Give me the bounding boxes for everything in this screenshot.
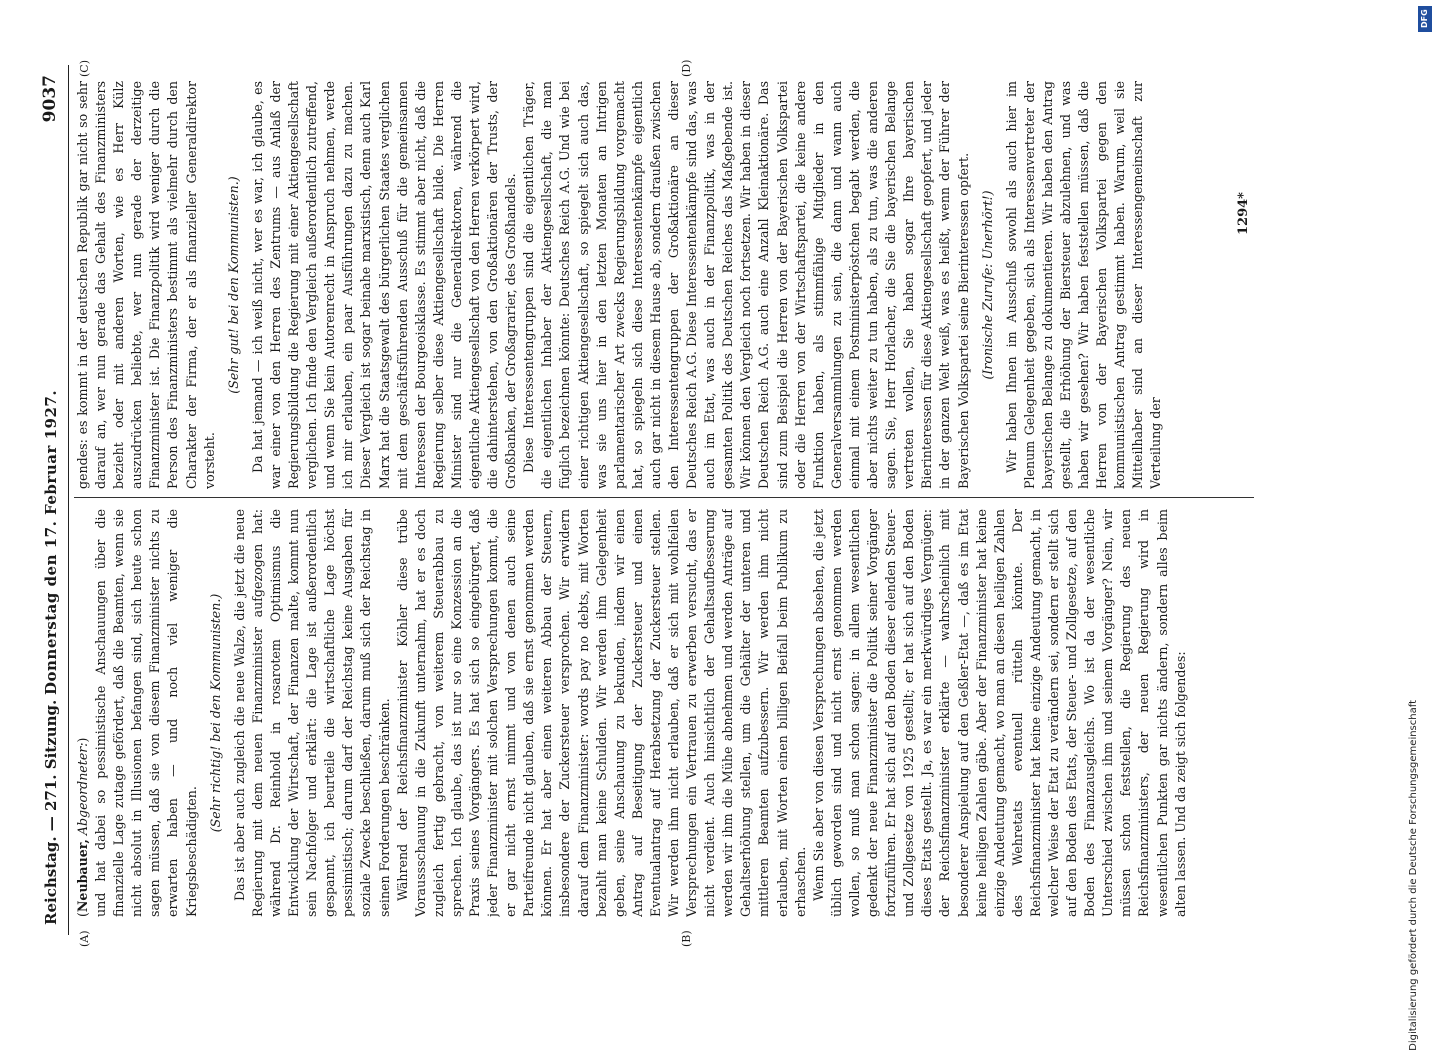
paragraph: Da hat jemand — ich weiß nicht, wer es war, ich glaube, es war einer von den Herren des Zentrums — aus Anlaß der Regierungsbildung die Regierung mit einer Aktiengesellschaft verglichen. Ich finde den Vergleich außerordentlich zutreffend, und wenn Sie kein Autorenrecht in Anspruch nehmen, werde ich mir erlauben, ein paar Ausführungen dazu zu machen. Dieser Vergleich ist sogar beinahe marxistisch, denn auch Karl Marx hat die Staatsgewalt des bürgerlichen Staates verglichen mit dem geschäftsführenden Ausschuß für die gemeinsamen Interessen der Bourgeoisklasse. Es stimmt aber nicht, daß die Regierung selber diese Aktiengesellschaft bilde. Die Herren Minister sind nur die Generaldirektoren, während die eigentliche Aktiengesellschaft von den Herren verkörpert wird, die dahinterstehen, von den Großaktionären der Trusts, der Großbanken, der Großagrarier, des Großhandels.	[249, 81, 519, 489]
left-column	[74, 509, 1264, 917]
page-number: 9037	[40, 75, 60, 123]
paragraph: und hat dabei so pessimistische Anschauungen über die finanzielle Lage zutage gefördert, daß die Beamten, wenn sie nicht absolut in Illusionen befangen sind, sich heute schon sagen müssen, daß sie von diesem Finanzminister nichts zu erwarten haben — und noch viel weniger die Kriegsbeschädigten.	[93, 509, 199, 917]
paragraph: Wenn Sie aber von diesen Versprechungen absehen, die jetzt üblich geworden sind und nicht ernst genommen werden wollen, so muß man schon sagen: in allem wesentlichen gedenkt der neue Finanzminister die Politik seiner Vorgänger fortzuführen. Er hat sich auf den Boden dieser elenden Steuer- und Zollgesetze von 1925 gestellt; er hat sich auf den Boden dieses Etats gestellt. Ja, es war ein merkwürdiges Vergnügen: der Reichsfinanzminister erklärte — wahrscheinlich mit besonderer Anspielung auf den Geßler-Etat —, daß es im Etat keine heiligen Zahlen gäbe. Aber der Finanzminister hat keine einzige Andeutung gemacht, wo man an diesen heiligen Zahlen des Wehretats eventuell rütteln könnte. Der Reichsfinanzminister hat keine einzige Andeutung gemacht, in welcher Weise der Etat zu verändern sei, sondern er stellt sich auf den Boden des Etats, der Steuer- und Zollgesetze, auf den Boden des Finanzausgleichs. Wo ist da der wesentliche Unterschied zwischen ihm und seinem Vorgänger? Nein, wir müssen schon feststellen, die Regierung des neuen Reichsfinanzministers, der neuen Regierung wird in wesentlichen Punkten gar nichts ändern, sondern alles beim alten lassen. Und da zeigt sich folgendes:	[810, 509, 1188, 917]
speaker-name: Neubauer,	[75, 839, 90, 913]
interjection: (Ironische Zurufe: Unerhört!)	[979, 190, 995, 380]
speaker-role: Abgeordneter:	[75, 742, 90, 836]
header-left: Reichstag. — 271. Sitzung.	[42, 699, 60, 925]
margin-marker-a: (A)	[78, 930, 91, 947]
paragraph: Das ist aber auch zugleich die neue Walze, die jetzt die neue Regierung mit dem neuen Finanzminister aufgezogen hat: während Dr. Reinhold in rosarotem Optimismus die Entwicklung der Wirtschaft, der Finanzen malte, kommt nun sein Nachfolger und erklärt: die Lage ist außerordentlich gespannt, ich beurteile die wirtschaftliche Lage höchst pessimistisch; darum darf der Reichstag keine Ausgaben für soziale Zwecke beschließen, darum muß sich der Reichstag in seinen Forderungen beschränken.	[231, 509, 392, 917]
right-column	[74, 81, 1264, 489]
paragraph: gendes: es kommt in der deutschen Republik gar nicht so sehr darauf an, wer nun gerade das Gehalt des Finanzministers bezieht oder mit anderen Worten, wie es Herr Külz auszudrücken beliebte, wer nun gerade der derzeitige Finanzminister ist. Die Finanzpolitik wird weniger durch die Person des Finanzministers bestimmt als vielmehr durch den Charakter der Firma, der er als finanzieller Generaldirektor vorsteht.	[75, 81, 217, 489]
dfg-logo: DFG	[1418, 6, 1432, 32]
margin-marker-b: (B)	[680, 930, 693, 947]
header-rule	[68, 65, 69, 935]
page-header	[40, 75, 68, 925]
signature-mark: 1294*	[1236, 192, 1251, 235]
speaker-line: (Neubauer, Abgeordneter:)	[75, 737, 90, 917]
paragraph: Wir haben Ihnen im Ausschuß sowohl als auch hier im Plenum Gelegenheit gegeben, sich als Interessenvertreter der bayerischen Belange zu dokumentieren. Wir haben den Antrag gestellt, die Erhöhung der Biersteuer abzulehnen, und was haben wir gesehen? Wir haben feststellen müssen, daß die Herren von der Bayerischen Volkspartei gegen den kommunistischen Antrag gestimmt haben. Warum, weil sie Mitteilhaber sind an dieser Interessengemeinschaft zur Verteilung der	[1003, 81, 1164, 489]
interjection: (Sehr gut! bei den Kommunisten.)	[225, 176, 241, 394]
paragraph: Während der Reichsfinanzminister Köhler diese trübe Voraussschauung in die Zukunft unternahm, hat er es doch zugleich fertig gebracht, von weiterem Steuerabbau zu sprechen. Ich glaube, das ist nur so eine Konzession an die Praxis seines Vorgängers. Es hat sich so eingebürgert, daß jeder Finanzminister mit solchen Versprechungen kommt, die er gar nicht ernst nimmt und von denen auch seine Parteifreunde nicht glauben, daß sie ernst genommen werden können. Er hat aber einen weiteren Abbau der Steuern, insbesondere der Zuckersteuer versprochen. Wir erwidern darauf dem Finanzminister: words pay no debts, mit Worten bezahlt man keine Schulden. Wir werden ihm Gelegenheit geben, seine Anschauung zu bekunden, indem wir einen Antrag auf Beseitigung der Zuckersteuer und einen Eventualantrag auf Herabsetzung der Zuckersteuer stellen. Wir werden ihm nicht erlauben, daß er sich mit wohlfeilen Versprechungen ein Vertrauen zu erwerben versucht, das er nicht verdient. Auch hinsichtlich der Gehaltsaufbesserung werden wir ihm die Mühe abnehmen und werden Anträge auf Gehaltserhöhung stellen, um die Gehälter der unteren und mittleren Beamten aufzubessern. Wir werden ihm nicht erlauben, mit Worten einen billigen Beifall beim Publikum zu erhaschen.	[394, 509, 808, 917]
paragraph: Diese Interessentengruppen sind die eigentlichen Träger, die eigentlichen Inhaber der Aktiengesellschaft, die man füglich bezeichnen könnte: Deutsches Reich A.G. Und wie bei einer richtigen Aktiengesellschaft, so spiegelt sich auch das, was sie uns hier in den letzten Monaten an Intrigen parlamentarischer Art zwecks Regierungsbildung vorgemacht hat, so spiegeln sich diese Interessentenkämpfe eigentlich auch gar nicht in diesem Hause ab, sondern draußen zwischen den Interessentengruppen der Großaktionäre an dieser Deutsches Reich A.G. Diese Interessentenkämpfe sind das, was auch im Etat, was auch in der Finanzpolitik, was in der gesamten Politik des Deutschen Reiches das Maßgebende ist. Wir können den Vergleich noch fortsetzen. Wir haben in dieser Deutschen Reich A.G. auch eine Anzahl Kleinaktionäre. Das sind zum Beispiel die Herren von der Bayerischen Volkspartei oder die Herren von der Wirtschaftspartei, die keine andere Funktion haben, als stimmfähige Mitglieder in den Generalversammlungen zu sein, die dann und wann auch einmal mit einem Postministerpöstchen begabt werden, die aber nichts weiter zu tun haben, als zu tun, was die anderen sagen. Sie, Herr Horlacher, die Sie die bayerischen Belange vertreten wollen, Sie haben sogar Ihre bayerischen Bierinteressen für diese Aktiengesellschaft geopfert, und jeder in der ganzen Welt weiß, was es heißt, wenn der Führer der Bayerischen Volkspartei seine Bierinteressen opfert.	[521, 81, 971, 489]
margin-marker-c: (C)	[78, 60, 91, 77]
rotated-document-page	[40, 59, 1270, 947]
digitization-credit: Digitalisierung gefördert durch die Deutsche Forschungsgemeinschaft	[1408, 700, 1419, 1051]
margin-marker-d: (D)	[680, 59, 693, 77]
column-divider	[74, 497, 1254, 498]
interjection: (Sehr richtig! bei den Kommunisten.)	[207, 593, 223, 833]
header-date: Donnerstag den 17. Februar 1927.	[42, 389, 60, 695]
